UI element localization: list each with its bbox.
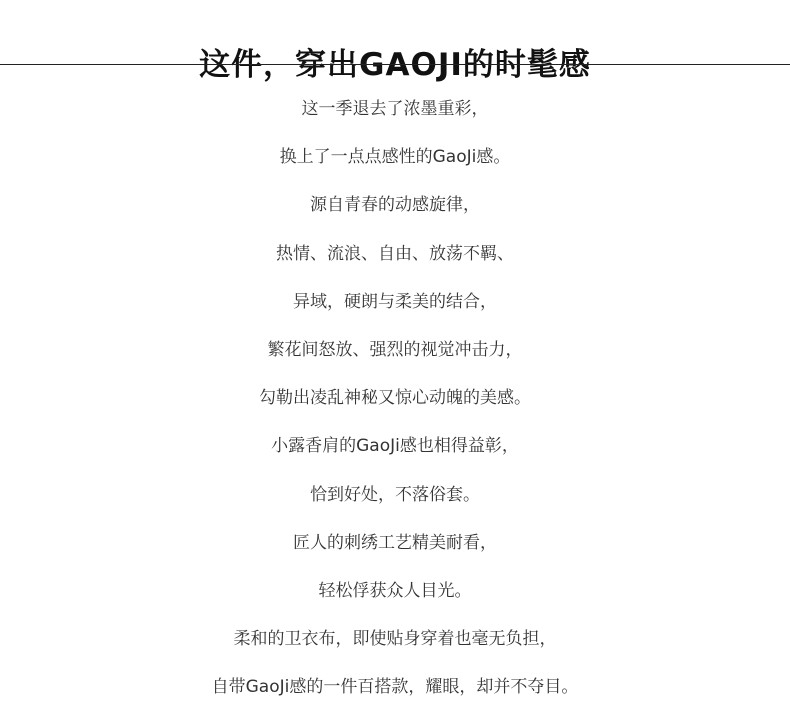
poem-line: 这一季退去了浓墨重彩， bbox=[301, 99, 489, 119]
poem-line: 小露香肩的GaoJi感也相得益彰， bbox=[271, 436, 519, 457]
poem-line: 异域，硬朗与柔美的结合， bbox=[293, 291, 497, 312]
poem-line: 匠人的刺绣工艺精美耐看， bbox=[293, 532, 497, 553]
poem-lines bbox=[0, 94, 790, 720]
poem-line: 柔和的卫衣布，即使贴身穿着也毫无负担， bbox=[233, 629, 557, 650]
poem-line: 热情、流浪、自由、放荡不羁、 bbox=[276, 243, 514, 264]
poem-line: 勾勒出凌乱神秘又惊心动魄的美感。 bbox=[259, 388, 531, 409]
poem-line: 繁花间怒放、强烈的视觉冲击力， bbox=[267, 339, 523, 360]
poem-line: 自带GaoJi感的一件百搭款，耀眼，却并不夺目。 bbox=[211, 677, 579, 698]
poem-line: 源自青春的动感旋律， bbox=[310, 195, 480, 216]
poem-line: 换上了一点点感性的GaoJi感。 bbox=[279, 147, 511, 168]
poem-line: 恰到好处，不落俗套。 bbox=[310, 484, 480, 505]
poem-line: 轻松俘获众人目光。 bbox=[318, 580, 472, 601]
title-divider bbox=[0, 64, 790, 65]
page-title: 这件，穿出GAOJI的时髦感 bbox=[199, 46, 591, 83]
